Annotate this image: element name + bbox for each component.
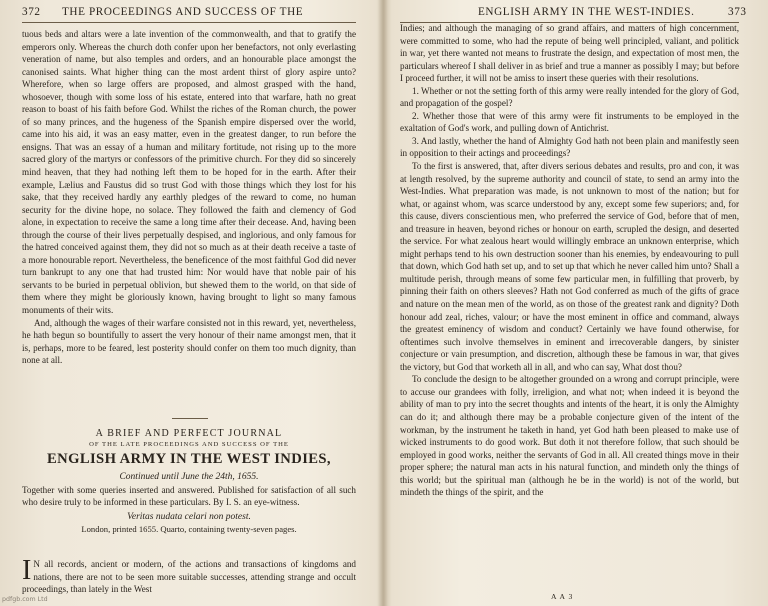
journal-imprint: London, printed 1655. Quarto, containing twenty-seven pages. [81,524,297,534]
query-3: 3. And lastly, whether the hand of Almighty God hath not been plain and manifestly seen in opposition to their actings and proceedings? [400,135,739,159]
right-body-text [400,22,739,499]
right-page [388,0,768,606]
query-1: 1. Whether or not the setting forth of this army were really intended for the glory of God, and propagation of the gospel? [400,85,739,109]
journal-motto: Veritas nudata celari non potest. [127,512,251,522]
right-paragraph-1: Indies; and although the managing of so grand affairs, and matters of high concernment, were committed to some, who had the repute of being well principled, valiant, and politick in war, yet there wanted not means to frustrate the design, and expectation of most men, the particulars whereof I shall deliver in as brief and true a manner as possibly I may; but before I proceed further, it will not be amiss to insert these queries with their resolutions. [400,23,739,84]
left-header-title: THE PROCEEDINGS AND SUCCESS OF THE [62,6,304,18]
answer-2: To conclude the design to be altogether grounded on a wrong and corrupt principle, were to accuse our grandees with folly, irreligion, and what not; when indeed it is beyond the ability of man to pry into the secret thoughts and intents of the heart, it is only the Almighty can do it; and although there may be a probable conjecture given of the intent of the workman, by the instrument he taketh in hand, yet God hath been pleased to make use of wicked instruments to do good work. But doth it not therefore follow, that such should be employed in good works, neither the servants of God in all. All created things move in their proper sphere; the natural man acts in his natural function, and mindeth only the things of this world; but the spiritual man (although he be in the world) is not of the world, but mindeth the things of the spirit, and the [400,374,739,498]
journal-title-line2: OF THE LATE PROCEEDINGS AND SUCCESS OF THE [89,441,289,448]
journal-title-line1: A BRIEF AND PERFECT JOURNAL [95,428,283,439]
right-header-title: ENGLISH ARMY IN THE WEST-INDIES. [478,6,695,18]
left-page [0,0,380,606]
journal-title-date: Continued until June the 24th, 1655. [119,472,259,482]
journal-title-main: ENGLISH ARMY IN THE WEST INDIES, [47,451,331,467]
section-divider [172,418,208,419]
query-2: 2. Whether those that were of this army were fit instruments to be employed in the exaltation of God's work, and pulling down of Antichrist. [400,110,739,134]
left-header-rule [22,22,356,23]
signature-mark: A A 3 [551,592,574,601]
left-paragraph-2: And, although the wages of their warfare consisted not in this reward, yet, nevertheless, he hath begun so bountifully to assert the very honour of their name amongst men, that it is, perhaps, more to be feared, lest posterity should confer on them too much dignity, than none at all. [22,317,356,366]
left-body-text [22,28,356,367]
journal-description: Together with some queries inserted and answered. Published for satisfaction of all such who desire truly to be informed in these particulars. By I. S. an eye-witness. [22,485,356,507]
drop-cap: I [22,555,32,586]
answer-1: To the first is answered, that, after divers serious debates and results, pro and con, it was at length resolved, by the supreme authority and council of state, to send an army into the West-Indies. What preparation was made, is not unknown to most of the nation; but for what, or against whom, was scarce understood by any, except some few superiors; and, for this cause, divers conscientious men, who preferred the service of God, before that of men, and treasure in heaven, beyond riches or honour on earth, scrupled the design, and deserted the service. For what zealous heart would willingly embrace an unknown enterprise, which might perhaps tend to his own destruction sooner than his enemies, by endeavouring to pull that down, which God hath set up, and to set up that which he never called him unto? Shall a multitude perish, through means of some few particular men, in fulfilling that proverb, by pinning their faith on others sleeves? Hath not God conferred as much of the gifts of grace and nature on the mean men of the world, as on those of the greatest rank and dignity? Doth honour add zeal, riches, valour; or have the most eminent in office and command, always the greatest eminency of wisdom and conduct? Certainly we have found otherwise, for oftentimes such involve themselves in eminent and irrecoverable dangers, by sinister conjecture or vain presumption, and discretion, although these be famous in war, that gives the victory, but God that worketh all in all, and who can say, What dost thou? [400,161,739,372]
opening-text: N all records, ancient or modern, of the actions and transactions of kingdoms and nations, there are not to be seen more suitable successes, attending strange and occult proceedings, than lately in the West [22,559,356,595]
right-page-number: 373 [728,6,747,18]
journal-opening [22,555,356,596]
watermark: pdfgb.com Ltd [2,596,48,603]
journal-title-block [22,428,356,534]
left-paragraph-1: tuous beds and altars were a late invention of the commonwealth, and that to gratify the emperors only. Whereas the church doth confer upon her benefactors, not only everlasting veneration of name, but also temples and orders, and an honourable place amongst the canonised saints. What higher thing can the most ardent thirst of glory aspire unto? Wherefore, when so large offers are proposed, and almost grasped with the hand, whosoever, though with some loss of his estate, entered into that warfare, hath no great reason to boast of his faith before God. Whilst the riches of the Roman church, the power of so many princes, and the hugeness of the Spanish empire dispersed over the world, came into his aid, it was an easy matter, even in the greatest danger, to run before the ensigns. That was an essay of a human and military fortitude, not rising up to the more sacred glory of the martyrs or confessors of the primitive church. For they did so sincerely mind heaven, that they had nothing left them to be hoped for in the earth. After their example, Lælius and Faustus did so trust God with those things which they lost for his sake, that they received hardly any earthly pledges of the reward to come, no human security for the divine hope, no solace. They followed the faith and clemency of God alone, in expectation to receive the same a long time after their decease. And, having been through the course of their lives perpetually despised, and inglorious, and only famous for the hatred conceived against them, they did not so much as at their death receive a taste of a more honourable report. Nevertheless, the beneficence of the most faithful God did never turn bankrupt to any one that had trusted him: Nor would have that noble pair of his servants to be buried in perpetual oblivion, but shewed them to the world, on that side of them where they might be gloriously known, having brought to light so many famous monuments of their wits. [22,29,356,316]
left-page-number: 372 [22,6,41,18]
